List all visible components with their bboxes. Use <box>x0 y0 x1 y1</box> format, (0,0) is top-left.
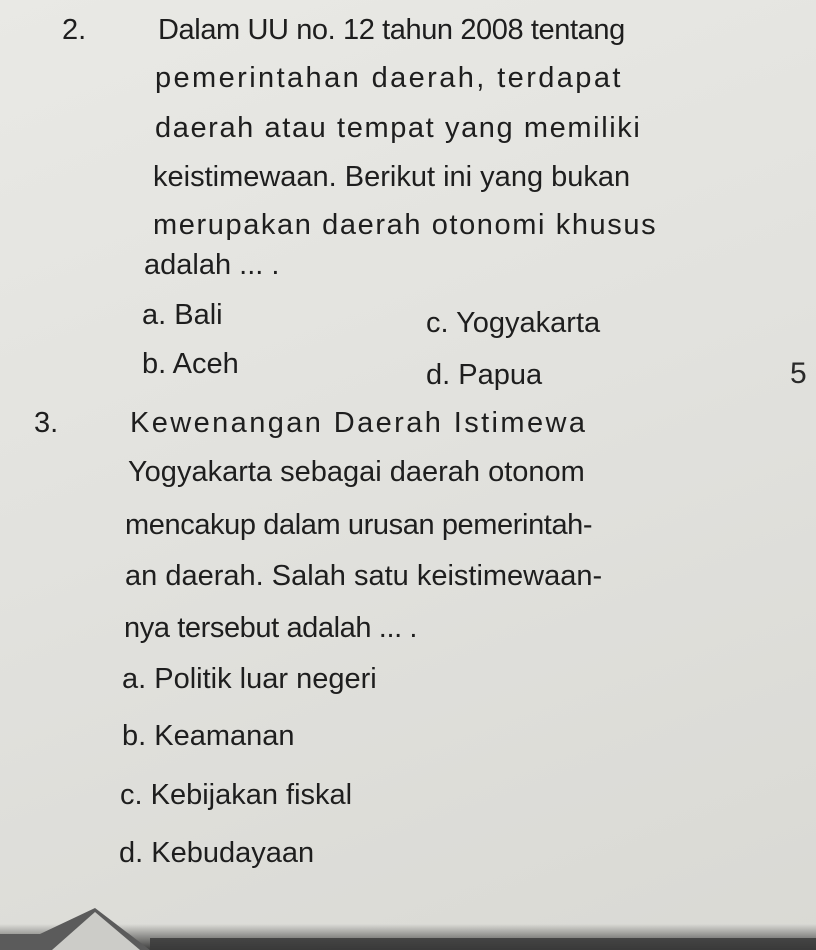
question-text-line: keistimewaan. Berikut ini yang bukan <box>153 161 631 193</box>
answer-option-d: d. Kebudayaan <box>119 837 315 869</box>
answer-option-a: a. Politik luar negeri <box>122 663 377 695</box>
question-text-line: pemerintahan daerah, terdapat <box>155 62 623 94</box>
question-text-line: Dalam UU no. 12 tahun 2008 tentang <box>158 14 625 46</box>
answer-option-b: b. Keamanan <box>122 720 295 752</box>
question-number: 2. <box>62 14 87 46</box>
question-text-line: an daerah. Salah satu keistimewaan- <box>125 560 603 592</box>
question-text-line: adalah ... . <box>144 249 280 281</box>
answer-option-b: b. Aceh <box>142 348 239 380</box>
answer-option-a: a. Bali <box>142 299 223 331</box>
answer-option-d: d. Papua <box>426 359 543 391</box>
answer-option-c: c. Kebijakan fiskal <box>120 779 353 811</box>
question-text-line: Kewenangan Daerah Istimewa <box>130 407 588 439</box>
question-text-line: mencakup dalam urusan pemerintah- <box>125 509 593 541</box>
question-text-line: merupakan daerah otonomi khusus <box>153 209 658 241</box>
question-text-line: daerah atau tempat yang memiliki <box>155 112 642 144</box>
answer-option-c: c. Yogyakarta <box>426 307 601 339</box>
question-number: 3. <box>34 407 59 439</box>
question-text-line: nya tersebut adalah ... . <box>124 612 418 644</box>
question-text-line: Yogyakarta sebagai daerah otonom <box>128 456 585 488</box>
cropped-number-fragment: 5 <box>790 357 807 390</box>
page-corner-fold <box>0 890 816 950</box>
